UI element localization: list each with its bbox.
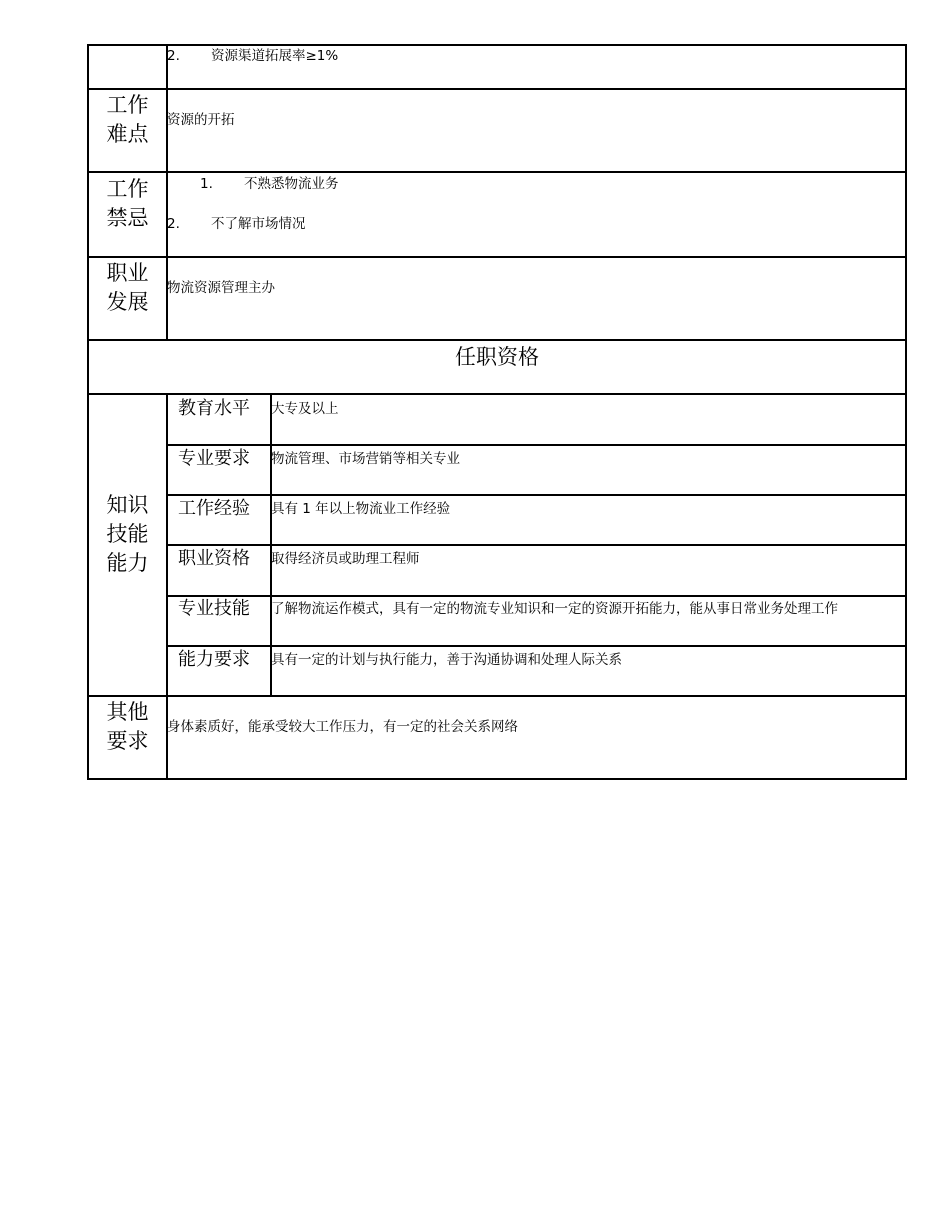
qualification-section-title: 任职资格 [455,345,539,369]
skills-value: 了解物流运作模式，具有一定的物流专业知识和一定的资源开拓能力，能从事日常业务处理工作 [271,601,838,617]
taboo-label: 工作 禁忌 [106,177,149,230]
sub-row-divider [166,544,907,546]
ability-label: 能力要求 [178,649,250,670]
taboo-item-number: 1. [200,176,213,192]
taboo-item [200,175,339,193]
sub-row-divider [166,645,907,647]
row-divider [87,88,907,90]
certification-label: 职业资格 [178,548,250,569]
certification-value: 取得经济员或助理工程师 [271,551,420,567]
major-label: 专业要求 [178,448,250,469]
other-content: 身体素质好，能承受较大工作压力，有一定的社会关系网络 [167,719,518,735]
career-label: 职业 发展 [106,261,149,314]
sub-row-divider [166,595,907,597]
taboo-item [167,215,306,233]
kpi-item-number: 2. [167,48,180,64]
kpi-item-text: 资源渠道拓展率≥1% [211,48,339,64]
taboo-item-number: 2. [167,216,180,232]
education-value: 大专及以上 [271,401,339,417]
kpi-item [167,47,338,65]
row-divider [87,171,907,173]
difficulty-label: 工作 难点 [106,93,149,146]
experience-value: 具有 1 年以上物流业工作经验 [271,501,451,517]
education-label: 教育水平 [178,398,250,419]
major-value: 物流管理、市场营销等相关专业 [271,451,460,467]
row-divider [87,393,907,395]
taboo-item-text: 不了解市场情况 [211,216,306,232]
skills-label: 专业技能 [178,598,250,619]
sub-row-divider [166,444,907,446]
row-divider [87,256,907,258]
experience-label: 工作经验 [178,498,250,519]
sub-row-divider [166,494,907,496]
ability-value: 具有一定的计划与执行能力，善于沟通协调和处理人际关系 [271,652,622,668]
taboo-item-text: 不熟悉物流业务 [244,176,339,192]
knowledge-label: 知识 技能 能力 [106,493,149,575]
row-divider [87,339,907,341]
difficulty-content: 资源的开拓 [167,112,235,128]
career-content: 物流资源管理主办 [167,280,275,296]
row-divider [87,695,907,697]
other-label: 其他 要求 [106,700,149,753]
